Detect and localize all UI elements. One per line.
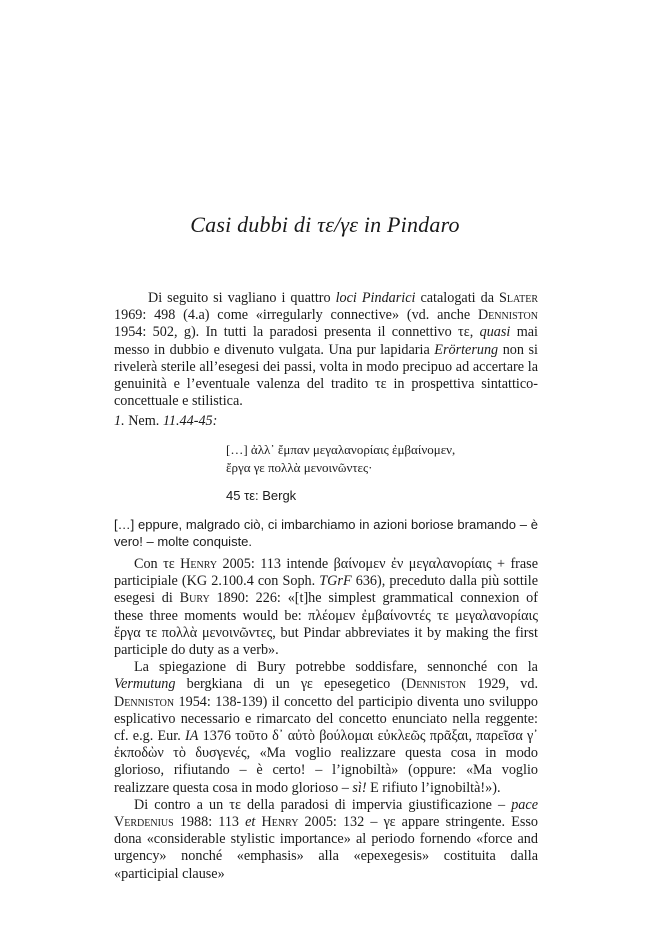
quote-line: ἔργα γε πολλὰ μενοινῶντες· bbox=[226, 459, 373, 475]
body-paragraph bbox=[114, 659, 538, 797]
body-text-run: E rifiuto l’ignobiltà!»). bbox=[366, 779, 501, 796]
body-text-run: 1376 τοῦτο δ᾽ αὐτὸ βούλομαι εὐκλεῶς πρᾶξαι, παρεῖσα γ᾽ ἐκποδὼν τὸ δυσγενές, «Ma voglio realizzare questa cosa in modo glorioso, rifiutando – è certo! – l’ignobiltà» (oppure: «Ma voglio realizzare questa cosa in modo glorioso – bbox=[114, 728, 538, 796]
critical-apparatus: 45 τε: Bergk bbox=[226, 488, 297, 503]
body-italic: et bbox=[245, 814, 256, 831]
body-paragraph bbox=[114, 797, 538, 883]
author-citation: Verdenius bbox=[114, 814, 174, 831]
author-citation: Denniston bbox=[406, 676, 467, 693]
author-citation: Bury bbox=[179, 590, 210, 607]
body-text-run: 1890: 226: «[t]he simplest grammatical connexion of these three moments would be: πλέομεν ἐμβαίνοντές τε μεγαλανορίαις ἔργα τε πολλὰ μενοινῶντες, but Pindar abbreviates it by making the first participle do duty as a verb». bbox=[114, 590, 538, 659]
body-paragraph bbox=[114, 556, 538, 659]
body-text-run: Con τε bbox=[134, 556, 181, 572]
translation: […] eppure, malgrado ciò, ci imbarchiamo in azioni boriose bramando – è vero! – molte conquiste. bbox=[114, 517, 538, 549]
body-text-run: 1929, vd. bbox=[466, 676, 539, 693]
body-italic: sì! bbox=[352, 779, 367, 796]
body-text bbox=[114, 556, 538, 883]
intro-paragraph bbox=[114, 290, 538, 410]
section-heading bbox=[114, 413, 217, 430]
author-citation: Henry bbox=[180, 556, 218, 572]
author-citation: Denniston bbox=[114, 693, 175, 710]
section-number: 1. bbox=[114, 413, 125, 429]
intro-text: mai messo in dubbio e divenuto vulgata. Una pur lapidaria bbox=[114, 324, 538, 358]
body-text-run: 1988: 113 bbox=[173, 814, 246, 831]
body-text-run: 1954: 138-139) il concetto del participio diventa uno sviluppo esplicativo necessario e rimarcato del concetto enunciato nella reggente: cf. e.g. Eur. bbox=[114, 693, 538, 745]
section-reference: 11.44-45: bbox=[162, 413, 218, 429]
chapter-title: Casi dubbi di τε/γε in Pindaro bbox=[190, 212, 460, 237]
section-work: Nem. bbox=[128, 413, 160, 429]
intro-text: non si rivelerà sterile all’esegesi dei passi, volta in modo precipuo ad accertare la genuinità e l’eventuale valenza del tradito τε in prospettiva sintattico-concettuale e stilistica. bbox=[114, 341, 538, 410]
intro-italic: loci Pindarici bbox=[335, 290, 416, 306]
body-text-run: bergkiana di un γε epesegetico ( bbox=[175, 676, 407, 693]
body-text-run: Di contro a un τε della paradosi di impervia giustificazione – bbox=[134, 796, 512, 813]
body-text-run: 2005: 113 intende βαίνομεν ἐν μεγαλανορίαις + frase participiale (KG 2.100.4 con Soph. bbox=[114, 556, 539, 590]
body-italic: TGrF bbox=[319, 573, 352, 590]
quote-line: […] ἀλλ᾽ ἔμπαν μεγαλανορίαις ἐμβαίνομεν, bbox=[226, 442, 456, 457]
intro-text: Di seguito si vagliano i quattro bbox=[148, 290, 336, 306]
body-italic: IA bbox=[185, 728, 199, 745]
body-text-run: 2005: 132 – γε appare stringente. Esso dona «considerable stylistic importance» al periodo fornendo «force and urgency» nonché «emphasis» alla «epexegesis» costituita dalla «participial clause» bbox=[114, 814, 539, 882]
body-italic: pace bbox=[511, 796, 538, 813]
author-citation: Denniston bbox=[477, 307, 538, 324]
intro-italic: Erörterung bbox=[434, 341, 499, 358]
author-citation: Henry bbox=[261, 814, 299, 831]
greek-quotation bbox=[226, 441, 455, 476]
body-text-run: La spiegazione di Bury potrebbe soddisfare, sennonché con la bbox=[134, 659, 538, 676]
intro-text: 1954: 502, g). In tutti la paradosi presenta il connettivo τε, bbox=[114, 324, 480, 341]
author-citation: Slater bbox=[499, 290, 538, 306]
intro-text: 1969: 498 (4.a) come «irregularly connective» (vd. anche bbox=[114, 307, 478, 324]
body-text-run: 636), preceduto dalla più sottile esegesi di bbox=[114, 573, 538, 607]
body-italic: Vermutung bbox=[114, 676, 176, 693]
intro-text: catalogati da bbox=[415, 290, 499, 306]
intro-italic: quasi bbox=[479, 324, 511, 341]
